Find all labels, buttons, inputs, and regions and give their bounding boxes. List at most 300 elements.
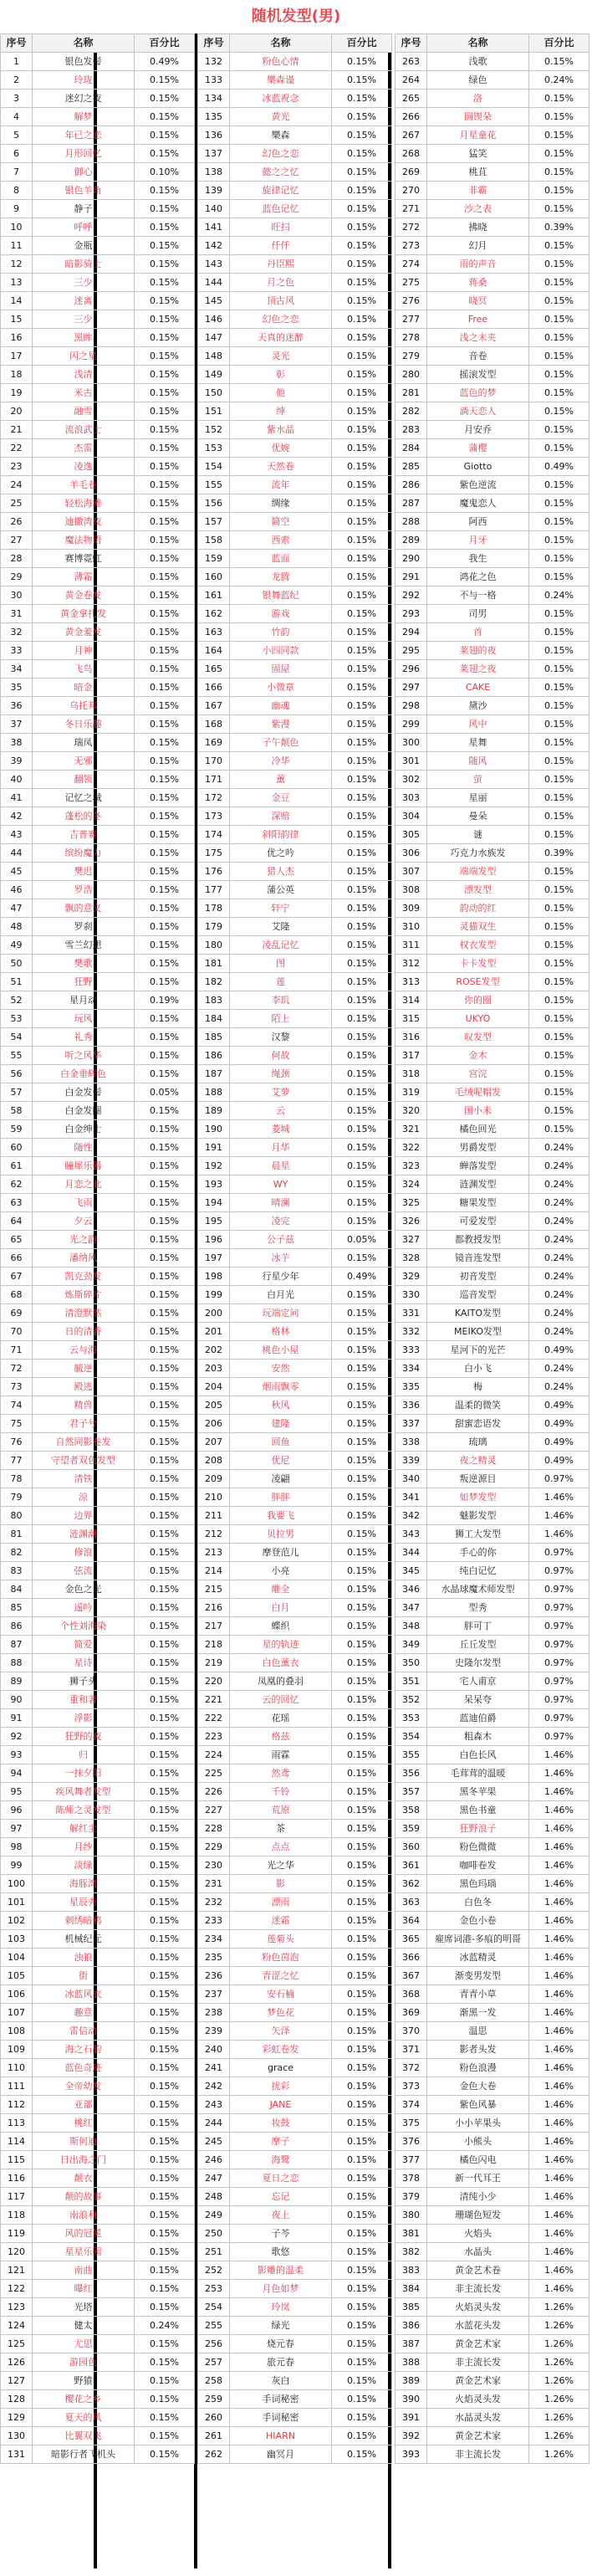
row-number: 77 bbox=[1, 1452, 33, 1470]
item-name: 橘色回光 bbox=[427, 1120, 529, 1139]
row-number: 137 bbox=[198, 145, 230, 163]
item-name: 一抹夕阳 bbox=[33, 1764, 135, 1783]
table-row bbox=[198, 1875, 392, 1893]
item-percent: 0.05% bbox=[135, 1083, 195, 1102]
row-number: 362 bbox=[396, 1875, 427, 1893]
item-percent: 0.15% bbox=[332, 2059, 392, 2077]
item-name: 甜蜜恋语发 bbox=[427, 1415, 529, 1433]
table-row bbox=[1, 1507, 195, 1525]
row-number: 86 bbox=[1, 1617, 33, 1636]
row-number: 354 bbox=[396, 1728, 427, 1746]
table-row bbox=[396, 218, 589, 237]
row-number: 163 bbox=[198, 623, 230, 642]
table-row bbox=[396, 1157, 589, 1175]
item-name: 韵动的红 bbox=[427, 899, 529, 918]
item-name: HIARN bbox=[230, 2427, 332, 2445]
item-percent: 1.46% bbox=[529, 2225, 589, 2243]
item-percent: 0.15% bbox=[135, 1636, 195, 1654]
item-percent: 0.15% bbox=[332, 1599, 392, 1617]
row-number: 222 bbox=[198, 1709, 230, 1728]
row-number: 197 bbox=[198, 1249, 230, 1268]
item-percent: 0.15% bbox=[135, 329, 195, 347]
item-percent: 0.15% bbox=[135, 1746, 195, 1764]
item-percent: 0.15% bbox=[529, 936, 589, 955]
row-number: 10 bbox=[1, 218, 33, 237]
table-row bbox=[396, 918, 589, 936]
item-percent: 1.46% bbox=[529, 2243, 589, 2261]
row-number: 271 bbox=[396, 200, 427, 218]
item-percent: 0.15% bbox=[332, 734, 392, 752]
table-row bbox=[396, 2427, 589, 2445]
row-number: 85 bbox=[1, 1599, 33, 1617]
item-percent: 0.15% bbox=[332, 2427, 392, 2445]
item-name: 菱城 bbox=[230, 1120, 332, 1139]
item-name: 非主流长发 bbox=[427, 2353, 529, 2372]
table-row bbox=[396, 163, 589, 182]
item-percent: 0.15% bbox=[332, 2077, 392, 2096]
table-row bbox=[198, 586, 392, 605]
item-name: 黑色玛瑙 bbox=[427, 1875, 529, 1893]
table-row bbox=[1, 218, 195, 237]
item-percent: 0.15% bbox=[332, 2280, 392, 2298]
table-row bbox=[1, 1010, 195, 1028]
item-percent: 1.46% bbox=[529, 1967, 589, 1985]
table-row bbox=[396, 1268, 589, 1286]
table-row bbox=[396, 1415, 589, 1433]
item-name: 优尼 bbox=[230, 1452, 332, 1470]
item-name: 仟仟 bbox=[230, 237, 332, 255]
item-percent: 0.15% bbox=[529, 53, 589, 71]
item-percent: 0.15% bbox=[135, 2427, 195, 2445]
table-row bbox=[1, 1599, 195, 1617]
item-percent: 0.15% bbox=[135, 1967, 195, 1985]
table-row bbox=[198, 1452, 392, 1470]
table-row bbox=[396, 734, 589, 752]
item-name: 翻领 bbox=[33, 771, 135, 789]
row-number: 24 bbox=[1, 476, 33, 494]
row-number: 279 bbox=[396, 347, 427, 366]
item-percent: 0.15% bbox=[332, 1636, 392, 1654]
table-row bbox=[198, 1120, 392, 1139]
item-percent: 0.15% bbox=[529, 955, 589, 973]
item-percent: 0.15% bbox=[135, 1875, 195, 1893]
table-row bbox=[198, 90, 392, 108]
tables-area bbox=[0, 33, 592, 2568]
item-name: 蒲樱 bbox=[427, 439, 529, 458]
row-number: 361 bbox=[396, 1856, 427, 1875]
item-name: 狮工大发型 bbox=[427, 1525, 529, 1544]
item-name: 青涩之忆 bbox=[230, 1967, 332, 1985]
row-number: 297 bbox=[396, 679, 427, 697]
table-header-row bbox=[396, 34, 589, 53]
row-number: 142 bbox=[198, 237, 230, 255]
row-number: 226 bbox=[198, 1783, 230, 1801]
item-percent: 1.46% bbox=[529, 1930, 589, 1949]
row-number: 168 bbox=[198, 715, 230, 734]
item-percent: 0.24% bbox=[529, 1231, 589, 1249]
item-percent: 0.15% bbox=[135, 1507, 195, 1525]
table-row bbox=[1, 1304, 195, 1323]
item-name: 新一代耳王 bbox=[427, 2169, 529, 2188]
row-number: 151 bbox=[198, 402, 230, 421]
item-name: 凌翩 bbox=[230, 1470, 332, 1488]
item-name: 疾风舞者发型 bbox=[33, 1783, 135, 1801]
item-percent: 0.15% bbox=[135, 218, 195, 237]
row-number: 36 bbox=[1, 697, 33, 715]
table-row bbox=[396, 605, 589, 623]
item-percent: 0.15% bbox=[135, 1304, 195, 1323]
item-percent: 0.15% bbox=[332, 513, 392, 531]
item-name: 迷离 bbox=[33, 292, 135, 310]
item-name: 灵猫双生 bbox=[427, 918, 529, 936]
item-name: 蓝色的梦 bbox=[427, 384, 529, 402]
item-name: 白色薰衣 bbox=[230, 1654, 332, 1672]
table-row bbox=[1, 2427, 195, 2445]
header-pct: 百分比 bbox=[332, 34, 392, 53]
item-percent: 0.15% bbox=[332, 2298, 392, 2317]
row-number: 23 bbox=[1, 458, 33, 476]
table-row bbox=[396, 1028, 589, 1047]
table-row bbox=[396, 1562, 589, 1580]
item-name: 小四同款 bbox=[230, 642, 332, 660]
table-row bbox=[1, 1562, 195, 1580]
item-name: 月纱 bbox=[33, 1838, 135, 1856]
item-name: 无邪 bbox=[33, 752, 135, 771]
row-number: 213 bbox=[198, 1544, 230, 1562]
item-name: 不与一格 bbox=[427, 586, 529, 605]
item-name: 迪撒湾夜 bbox=[33, 513, 135, 531]
item-name: 飞鸟 bbox=[33, 660, 135, 679]
item-name: 黑眸 bbox=[33, 329, 135, 347]
row-number: 201 bbox=[198, 1323, 230, 1341]
table-row bbox=[1, 2059, 195, 2077]
row-number: 15 bbox=[1, 310, 33, 329]
item-name: 礼秀 bbox=[33, 1028, 135, 1047]
item-name: 叹发型 bbox=[427, 1028, 529, 1047]
row-number: 148 bbox=[198, 347, 230, 366]
table-row bbox=[198, 1323, 392, 1341]
item-percent: 0.15% bbox=[135, 1783, 195, 1801]
row-number: 304 bbox=[396, 807, 427, 826]
row-number: 200 bbox=[198, 1304, 230, 1323]
row-number: 380 bbox=[396, 2206, 427, 2225]
row-number: 365 bbox=[396, 1930, 427, 1949]
item-percent: 0.15% bbox=[332, 1562, 392, 1580]
item-percent: 1.26% bbox=[529, 2372, 589, 2390]
item-percent: 0.15% bbox=[332, 1433, 392, 1452]
table-row bbox=[1, 2409, 195, 2427]
table-row bbox=[396, 2169, 589, 2188]
item-name: 薄霜 bbox=[33, 568, 135, 586]
item-percent: 0.15% bbox=[529, 1028, 589, 1047]
row-number: 202 bbox=[198, 1341, 230, 1360]
item-name: 毛绒呢帽发 bbox=[427, 1083, 529, 1102]
row-number: 158 bbox=[198, 531, 230, 550]
item-name: 暗影骑士 bbox=[33, 255, 135, 274]
row-number: 174 bbox=[198, 826, 230, 844]
table-row bbox=[198, 1175, 392, 1194]
item-percent: 0.15% bbox=[135, 679, 195, 697]
row-number: 296 bbox=[396, 660, 427, 679]
item-name: 绸缘 bbox=[230, 494, 332, 513]
row-number: 56 bbox=[1, 1065, 33, 1083]
table-row bbox=[396, 255, 589, 274]
item-percent: 1.46% bbox=[529, 1912, 589, 1930]
row-number: 214 bbox=[198, 1562, 230, 1580]
item-name: 狮子头 bbox=[33, 1672, 135, 1691]
item-percent: 0.15% bbox=[332, 752, 392, 771]
item-name: 冰蓝祝念 bbox=[230, 90, 332, 108]
item-name: 游园色 bbox=[33, 2353, 135, 2372]
row-number: 381 bbox=[396, 2225, 427, 2243]
table-row bbox=[396, 2206, 589, 2225]
table-row bbox=[396, 1120, 589, 1139]
item-name: 幻色之恋 bbox=[230, 310, 332, 329]
row-number: 97 bbox=[1, 1820, 33, 1838]
item-percent: 1.46% bbox=[529, 1488, 589, 1507]
item-percent: 0.15% bbox=[135, 2041, 195, 2059]
item-name: 蝉落发型 bbox=[427, 1157, 529, 1175]
item-name: 青青小草 bbox=[427, 1985, 529, 2004]
table-row bbox=[1, 1709, 195, 1728]
item-percent: 0.15% bbox=[135, 274, 195, 292]
table-row bbox=[198, 126, 392, 145]
table-row bbox=[1, 1047, 195, 1065]
item-name: 史隆尔发型 bbox=[427, 1654, 529, 1672]
item-percent: 0.15% bbox=[332, 1949, 392, 1967]
item-name: 绿色 bbox=[427, 71, 529, 90]
item-name: 火焰灵头发 bbox=[427, 2390, 529, 2409]
header-no: 序号 bbox=[396, 34, 427, 53]
item-name: 风中 bbox=[427, 715, 529, 734]
table-row bbox=[1, 2298, 195, 2317]
item-percent: 0.97% bbox=[529, 1728, 589, 1746]
item-name: 梦色花 bbox=[230, 2004, 332, 2022]
row-number: 108 bbox=[1, 2022, 33, 2041]
table-row bbox=[198, 1856, 392, 1875]
table-row bbox=[198, 310, 392, 329]
row-number: 225 bbox=[198, 1764, 230, 1783]
item-percent: 1.46% bbox=[529, 1764, 589, 1783]
item-name: 光塔 bbox=[33, 2298, 135, 2317]
item-name: 夜上 bbox=[230, 2206, 332, 2225]
table-row bbox=[396, 513, 589, 531]
item-percent: 0.15% bbox=[135, 2390, 195, 2409]
item-percent: 0.15% bbox=[135, 752, 195, 771]
table-row bbox=[396, 1875, 589, 1893]
row-number: 176 bbox=[198, 863, 230, 881]
item-name: 摇滚发型 bbox=[427, 366, 529, 384]
table-row bbox=[1, 715, 195, 734]
item-percent: 0.15% bbox=[529, 329, 589, 347]
item-percent: 0.15% bbox=[135, 1691, 195, 1709]
item-percent: 0.15% bbox=[135, 899, 195, 918]
table-row bbox=[1, 1912, 195, 1930]
row-number: 249 bbox=[198, 2206, 230, 2225]
row-number: 63 bbox=[1, 1194, 33, 1212]
item-name: 雷信动 bbox=[33, 2022, 135, 2041]
table-row bbox=[198, 1396, 392, 1415]
item-percent: 0.15% bbox=[332, 1175, 392, 1194]
item-name: 粉色茵泡 bbox=[230, 1949, 332, 1967]
item-percent: 0.15% bbox=[135, 789, 195, 807]
item-percent: 0.15% bbox=[135, 771, 195, 789]
table-row bbox=[396, 200, 589, 218]
item-percent: 0.15% bbox=[529, 274, 589, 292]
table-row bbox=[396, 2041, 589, 2059]
item-percent: 0.15% bbox=[332, 863, 392, 881]
row-number: 129 bbox=[1, 2409, 33, 2427]
table-row bbox=[396, 844, 589, 863]
item-name: 樂森谨 bbox=[230, 71, 332, 90]
table-row bbox=[396, 623, 589, 642]
table-row bbox=[198, 1470, 392, 1488]
item-percent: 0.15% bbox=[135, 108, 195, 126]
item-percent: 0.15% bbox=[529, 734, 589, 752]
item-percent: 0.15% bbox=[529, 108, 589, 126]
table-row bbox=[198, 2077, 392, 2096]
item-name: 桃红 bbox=[33, 2114, 135, 2133]
table-row bbox=[198, 1028, 392, 1047]
row-number: 300 bbox=[396, 734, 427, 752]
item-name: 星舞 bbox=[427, 734, 529, 752]
row-number: 388 bbox=[396, 2353, 427, 2372]
row-number: 248 bbox=[198, 2188, 230, 2206]
table-row bbox=[396, 1764, 589, 1783]
header-no: 序号 bbox=[1, 34, 33, 53]
table-row bbox=[396, 1488, 589, 1507]
item-name: 黛沙 bbox=[427, 697, 529, 715]
item-name: 杰雷 bbox=[33, 439, 135, 458]
row-number: 13 bbox=[1, 274, 33, 292]
item-percent: 0.15% bbox=[135, 734, 195, 752]
item-percent: 0.15% bbox=[135, 2169, 195, 2188]
row-number: 305 bbox=[396, 826, 427, 844]
item-percent: 0.15% bbox=[135, 1102, 195, 1120]
item-name: 司男 bbox=[427, 605, 529, 623]
row-number: 274 bbox=[396, 255, 427, 274]
table-row bbox=[396, 1856, 589, 1875]
table-row bbox=[396, 973, 589, 991]
item-name: 咖啡卷发 bbox=[427, 1856, 529, 1875]
item-name: 罗刹 bbox=[33, 918, 135, 936]
row-number: 59 bbox=[1, 1120, 33, 1139]
table-row bbox=[198, 1249, 392, 1268]
item-percent: 0.15% bbox=[332, 1065, 392, 1083]
item-name: 遥吟 bbox=[33, 1599, 135, 1617]
item-percent: 0.24% bbox=[529, 1212, 589, 1231]
row-number: 336 bbox=[396, 1396, 427, 1415]
item-name: 鸿花之色 bbox=[427, 568, 529, 586]
item-percent: 0.15% bbox=[135, 660, 195, 679]
item-percent: 0.15% bbox=[135, 2335, 195, 2353]
table-row bbox=[198, 53, 392, 71]
table-row bbox=[1, 347, 195, 366]
row-number: 153 bbox=[198, 439, 230, 458]
item-name: 边界 bbox=[33, 1507, 135, 1525]
row-number: 373 bbox=[396, 2077, 427, 2096]
table-row bbox=[396, 366, 589, 384]
table-row bbox=[198, 550, 392, 568]
item-name: 手词秘密 bbox=[230, 2390, 332, 2409]
item-percent: 0.15% bbox=[135, 2077, 195, 2096]
table-row bbox=[396, 2077, 589, 2096]
row-number: 104 bbox=[1, 1949, 33, 1967]
item-percent: 0.15% bbox=[332, 1967, 392, 1985]
item-name: 蒲公英 bbox=[230, 881, 332, 899]
row-number: 192 bbox=[198, 1157, 230, 1175]
item-percent: 0.15% bbox=[135, 586, 195, 605]
item-name: 漂雨 bbox=[230, 1893, 332, 1912]
row-number: 357 bbox=[396, 1783, 427, 1801]
item-percent: 0.97% bbox=[529, 1617, 589, 1636]
item-name: 卡卡发型 bbox=[427, 955, 529, 973]
item-percent: 0.15% bbox=[135, 1415, 195, 1433]
item-percent: 0.15% bbox=[332, 126, 392, 145]
item-name: 浅清 bbox=[33, 366, 135, 384]
item-name: 权衣发型 bbox=[427, 936, 529, 955]
row-number: 364 bbox=[396, 1912, 427, 1930]
row-number: 276 bbox=[396, 292, 427, 310]
item-percent: 1.46% bbox=[529, 2133, 589, 2151]
item-percent: 0.97% bbox=[529, 1470, 589, 1488]
ranking-table-1 bbox=[0, 33, 195, 2464]
table-row bbox=[198, 1378, 392, 1396]
row-number: 100 bbox=[1, 1875, 33, 1893]
item-percent: 0.15% bbox=[135, 2243, 195, 2261]
item-name: 魔鬼恋人 bbox=[427, 494, 529, 513]
table-row bbox=[198, 715, 392, 734]
table-row bbox=[396, 1010, 589, 1028]
item-percent: 0.15% bbox=[529, 126, 589, 145]
item-name: 蓝色记忆 bbox=[230, 200, 332, 218]
row-number: 45 bbox=[1, 863, 33, 881]
item-percent: 0.15% bbox=[332, 936, 392, 955]
item-name: 浊狼 bbox=[33, 1949, 135, 1967]
table-row bbox=[396, 458, 589, 476]
item-name: 旅元春 bbox=[230, 2353, 332, 2372]
item-percent: 0.15% bbox=[529, 807, 589, 826]
table-row bbox=[1, 826, 195, 844]
row-number: 69 bbox=[1, 1304, 33, 1323]
table-row bbox=[1, 1617, 195, 1636]
table-row bbox=[198, 1544, 392, 1562]
table-row bbox=[1, 1323, 195, 1341]
item-percent: 0.15% bbox=[529, 439, 589, 458]
item-percent: 1.26% bbox=[529, 2353, 589, 2372]
table-row bbox=[396, 1691, 589, 1709]
item-name: 白金发髻 bbox=[33, 1083, 135, 1102]
item-percent: 0.97% bbox=[529, 1691, 589, 1709]
row-number: 177 bbox=[198, 881, 230, 899]
item-percent: 0.15% bbox=[135, 605, 195, 623]
row-number: 118 bbox=[1, 2206, 33, 2225]
row-number: 263 bbox=[396, 53, 427, 71]
row-number: 260 bbox=[198, 2409, 230, 2427]
item-percent: 0.15% bbox=[135, 1010, 195, 1028]
item-name: Free bbox=[427, 310, 529, 329]
table-row bbox=[396, 145, 589, 163]
item-name: 龙腾 bbox=[230, 568, 332, 586]
row-number: 223 bbox=[198, 1728, 230, 1746]
row-number: 70 bbox=[1, 1323, 33, 1341]
item-name: 修浪 bbox=[33, 1544, 135, 1562]
row-number: 241 bbox=[198, 2059, 230, 2077]
row-number: 371 bbox=[396, 2041, 427, 2059]
row-number: 325 bbox=[396, 1194, 427, 1212]
item-name: 融雪 bbox=[33, 402, 135, 421]
row-number: 252 bbox=[198, 2261, 230, 2280]
